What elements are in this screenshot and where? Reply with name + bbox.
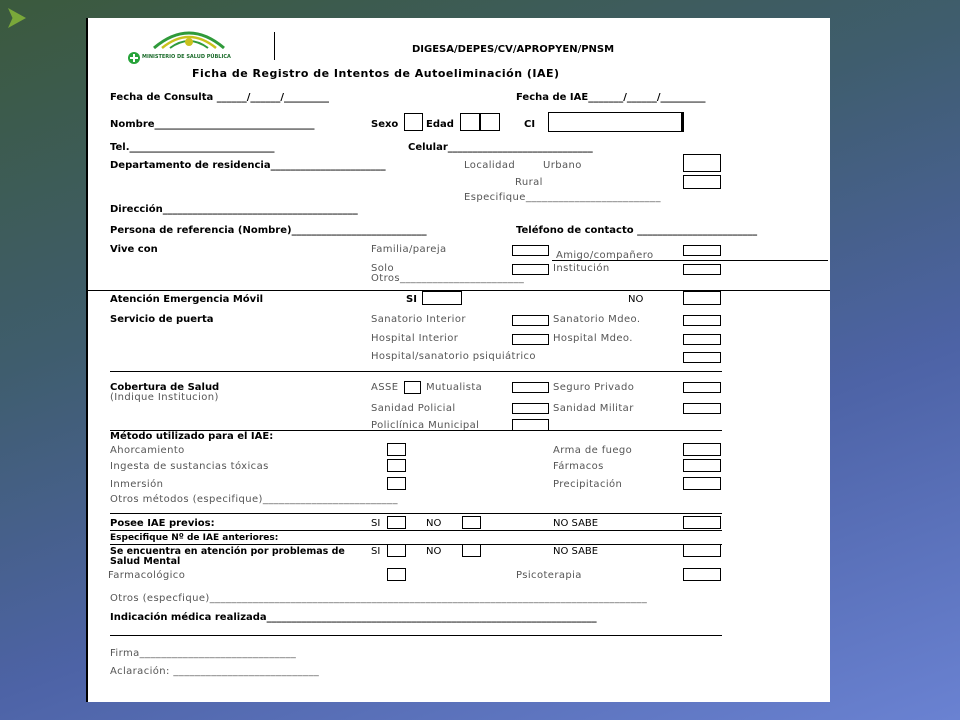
agency-code: DIGESA/DEPES/CV/APROPYEN/PNSM	[412, 44, 615, 55]
localidad-label: Localidad	[464, 160, 516, 171]
sanatorio-mdeo-label: Sanatorio Mdeo.	[553, 314, 641, 325]
slide-bullet-arrow-icon	[8, 8, 26, 28]
urbano-box[interactable]	[683, 154, 721, 172]
ci-box[interactable]	[548, 112, 684, 132]
otros-metodos-label: Otros métodos (especifique)_________________________	[110, 494, 398, 505]
previos-si-label: SI	[371, 518, 381, 529]
otros-especifique-label: Otros (especfique)_________________________________________________________________________________	[110, 593, 648, 604]
institucion-label: Institución	[553, 263, 610, 274]
registration-form-sheet	[86, 18, 830, 702]
previos-si-box[interactable]	[387, 516, 406, 529]
indicacion-medica-label: Indicación médica realizada__________________________________________________________________	[110, 612, 597, 623]
departamento-label: Departamento de residencia_______________________	[110, 160, 386, 171]
farmacologico-label: Farmacológico	[108, 570, 186, 581]
salud-si-label: SI	[371, 546, 381, 557]
sanidad-policial-label: Sanidad Policial	[371, 403, 456, 414]
especifique-iae-label: Especifique Nº de IAE anteriores:	[110, 533, 279, 543]
form-title: Ficha de Registro de Intentos de Autoeliminación (IAE)	[192, 67, 560, 80]
salud-no-sabe-label: NO SABE	[553, 546, 599, 557]
section-divider-5	[110, 530, 722, 531]
mutualista-label: Mutualista	[426, 382, 483, 393]
edad-box-2[interactable]	[480, 113, 500, 131]
sexo-box[interactable]	[404, 113, 423, 131]
emergencia-si-box[interactable]	[422, 291, 462, 305]
sexo-label: Sexo	[371, 119, 399, 130]
sanidad-militar-label: Sanidad Militar	[553, 403, 634, 414]
hospital-mdeo-label: Hospital Mdeo.	[553, 333, 633, 344]
edad-label: Edad	[426, 119, 454, 130]
urbano-label: Urbano	[543, 160, 582, 171]
vive-con-divider-1	[552, 260, 828, 261]
persona-referencia-label: Persona de referencia (Nombre)___________________________	[110, 225, 427, 236]
direccion-label: Dirección_______________________________________	[110, 204, 358, 215]
precipitacion-box[interactable]	[683, 477, 721, 490]
section-divider-7	[110, 635, 722, 636]
cobertura-label: Cobertura de Salud	[110, 382, 220, 393]
salud-si-box[interactable]	[387, 544, 406, 557]
hospital-psiquiatrico-box[interactable]	[683, 352, 721, 363]
farmacos-label: Fármacos	[553, 461, 604, 472]
familia-label: Familia/pareja	[371, 244, 447, 255]
health-cross-icon	[128, 52, 140, 64]
hospital-interior-label: Hospital Interior	[371, 333, 459, 344]
familia-box[interactable]	[512, 245, 549, 256]
asse-box[interactable]	[404, 381, 421, 394]
cobertura-sub-label: (Indique Institucion)	[110, 392, 219, 403]
seguro-privado-box[interactable]	[683, 382, 721, 393]
ci-label: CI	[524, 119, 536, 130]
sun-logo-icon	[144, 24, 234, 50]
especifique-localidad: Especifique_________________________	[464, 192, 661, 203]
arma-fuego-label: Arma de fuego	[553, 445, 633, 456]
sanatorio-interior-box[interactable]	[512, 315, 549, 326]
metodo-label: Método utilizado para el IAE:	[110, 431, 274, 442]
telefono-contacto-label: Teléfono de contacto ________________________	[516, 225, 758, 236]
ingesta-label: Ingesta de sustancias tóxicas	[110, 461, 269, 472]
emergencia-si-label: SI	[406, 294, 417, 305]
ministry-logo	[122, 24, 257, 62]
solo-label: Solo	[371, 263, 394, 274]
seguro-privado-label: Seguro Privado	[553, 382, 635, 393]
asse-label: ASSE	[371, 382, 399, 393]
farmacos-box[interactable]	[683, 459, 721, 472]
vive-con-label: Vive con	[110, 244, 158, 255]
sanatorio-mdeo-box[interactable]	[683, 315, 721, 326]
salud-mental-label-1: Se encuentra en atención por problemas de	[110, 546, 345, 557]
sanidad-policial-box[interactable]	[512, 403, 549, 414]
celular-label: Celular_____________________________	[408, 142, 593, 153]
salud-mental-label-2: Salud Mental	[110, 556, 181, 567]
section-divider-2	[110, 371, 722, 372]
fecha-consulta-label: Fecha de Consulta ______/______/_________	[110, 92, 330, 103]
sanatorio-interior-label: Sanatorio Interior	[371, 314, 466, 325]
tel-label: Tel._____________________________	[110, 142, 275, 153]
firma-label: Firma_____________________________	[110, 648, 297, 659]
otros-vive-label: Otros_______________________	[371, 273, 525, 284]
rural-label: Rural	[515, 177, 543, 188]
fecha-iae-label: Fecha de IAE_______/______/_________	[516, 92, 706, 103]
ahorcamiento-label: Ahorcamiento	[110, 445, 185, 456]
section-divider-4	[110, 513, 722, 514]
rural-box[interactable]	[683, 175, 721, 189]
salud-no-sabe-box[interactable]	[683, 544, 721, 557]
edad-box-1[interactable]	[460, 113, 480, 131]
farmacologico-box[interactable]	[387, 568, 406, 581]
hospital-psiquiatrico-label: Hospital/sanatorio psiquiátrico	[371, 351, 536, 362]
sanidad-militar-box[interactable]	[683, 403, 721, 414]
hospital-interior-box[interactable]	[512, 334, 549, 345]
salud-no-label: NO	[426, 546, 442, 557]
logo-text: MINISTERIO DE SALUD PÚBLICA	[142, 54, 231, 60]
section-divider-6	[110, 544, 722, 545]
inmersion-label: Inmersión	[110, 479, 164, 490]
iae-previos-label: Posee IAE previos:	[110, 518, 215, 529]
hospital-mdeo-box[interactable]	[683, 334, 721, 345]
emergencia-no-box[interactable]	[683, 291, 721, 305]
ingesta-box[interactable]	[387, 459, 406, 472]
psicoterapia-box[interactable]	[683, 568, 721, 581]
amigo-label: Amigo/compañero	[556, 250, 654, 261]
logo-divider	[274, 32, 275, 60]
aclaracion-label: Aclaración: ___________________________	[110, 666, 320, 677]
previos-no-sabe-box[interactable]	[683, 516, 721, 529]
previos-no-label: NO	[426, 518, 442, 529]
arma-fuego-box[interactable]	[683, 443, 721, 456]
previos-no-box[interactable]	[462, 516, 481, 529]
ahorcamiento-box[interactable]	[387, 443, 406, 456]
precipitacion-label: Precipitación	[553, 479, 623, 490]
institucion-box[interactable]	[683, 264, 721, 275]
emergencia-label: Atención Emergencia Móvil	[110, 294, 264, 305]
mutualista-box[interactable]	[512, 382, 549, 393]
previos-no-sabe-label: NO SABE	[553, 518, 599, 529]
salud-no-box[interactable]	[462, 544, 481, 557]
emergencia-no-label: NO	[628, 294, 644, 305]
nombre-label: Nombre________________________________	[110, 119, 315, 130]
policlinica-label: Policlínica Municipal	[371, 420, 480, 431]
inmersion-box[interactable]	[387, 477, 406, 490]
psicoterapia-label: Psicoterapia	[516, 570, 582, 581]
puerta-label: Servicio de puerta	[110, 314, 214, 325]
amigo-box[interactable]	[683, 245, 721, 256]
